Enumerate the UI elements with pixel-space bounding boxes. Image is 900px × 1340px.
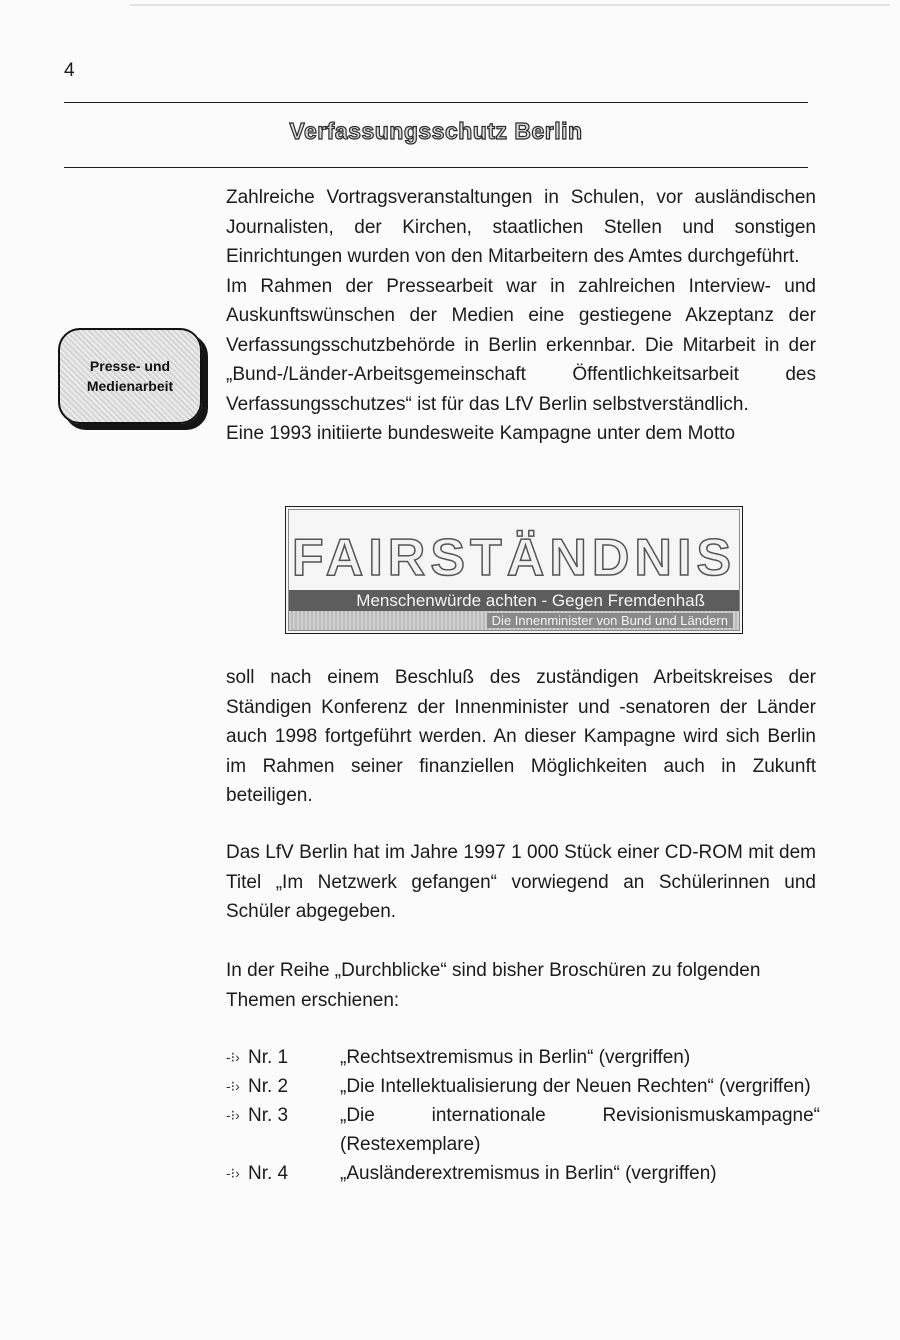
paragraph-lectures: Zahlreiche Vortragsveranstaltungen in Schulen, vor ausländischen Journalisten, der Kirchen, staatlichen Stellen und sonstigen Einrichtungen wurden von den Mitarbeitern des Amtes durchgeführt. — [226, 187, 816, 267]
arrow-bullet-icon: -⁝› — [226, 1107, 240, 1123]
list-item — [226, 1072, 820, 1101]
margin-label-box — [58, 328, 202, 424]
scan-edge-line — [130, 4, 890, 6]
header-rule-top — [64, 102, 808, 103]
paragraph-press-work: Im Rahmen der Pressearbeit war in zahlreichen Interview- und Auskunftswünschen der Medien eine gestiegene Akzeptanz der Verfassungsschutzbehörde in Berlin erkennbar. Die Mitarbeit in der „Bund-/Länder-Arbeitsgemeinschaft Öffentlichkeitsarbeit des Verfassungsschutzes“ ist für das LfV Berlin selbstverständlich. — [226, 275, 816, 415]
page-header-title: Verfassungsschutz Berlin — [289, 118, 583, 144]
list-item-number: Nr. 1 — [248, 1047, 289, 1068]
list-item — [226, 1159, 820, 1188]
arrow-bullet-icon: -⁝› — [226, 1165, 240, 1181]
margin-label-line-1: Presse- und — [89, 358, 171, 374]
page-number: 4 — [64, 60, 75, 81]
arrow-bullet-icon: -⁝› — [226, 1078, 240, 1094]
campaign-banner-wordmark: FAIRSTÄNDNIS — [291, 529, 737, 587]
campaign-banner-byline: Die Innenminister von Bund und Ländern — [487, 613, 733, 628]
paragraph-cd-rom: Das LfV Berlin hat im Jahre 1997 1 000 Stück einer CD-ROM mit dem Titel „Im Netzwerk gefangen“ vorwiegend an Schülerinnen und Schüler abgegeben. — [226, 842, 816, 922]
list-item-number: Nr. 3 — [248, 1105, 289, 1126]
paragraph-campaign-intro: Eine 1993 initiierte bundesweite Kampagne unter dem Motto — [226, 423, 736, 444]
campaign-banner-frame — [288, 509, 740, 631]
campaign-banner — [285, 506, 743, 634]
list-item-number: Nr. 4 — [248, 1163, 289, 1184]
header-rule-bottom — [64, 167, 808, 168]
campaign-banner-slogan: Menschenwürde achten - Gegen Fremdenhaß — [289, 590, 739, 611]
intro-text-block — [226, 183, 816, 449]
list-item-text: „Die Intellektualisierung der Neuen Rechten“ (vergriffen) — [340, 1076, 811, 1097]
arrow-bullet-icon: -⁝› — [226, 1049, 240, 1065]
margin-label-line-2: Medienarbeit — [86, 378, 174, 394]
list-item-text: „Rechtsextremismus in Berlin“ (vergriffen) — [340, 1047, 691, 1068]
list-item-text: „Ausländerextremismus in Berlin“ (vergriffen) — [340, 1163, 717, 1184]
paragraph-brochure-series: In der Reihe „Durchblicke“ sind bisher Broschüren zu folgenden Themen erschienen: — [226, 960, 761, 1011]
brochure-list — [226, 1043, 820, 1188]
campaign-banner-byline-band — [289, 611, 739, 630]
paragraph-campaign-decision: soll nach einem Beschluß des zuständigen Arbeitskreises der Ständigen Konferenz der Innenminister und -senatoren der Länder auch 1998 fortgeführt werden. An dieser Kampagne wird sich Berlin im Rahmen seiner finanziellen Möglichkeiten auch in Zukunft beteiligen. — [226, 667, 816, 806]
list-item — [226, 1101, 820, 1159]
list-item-text: „Die internationale Revisionismuskampagne“ (Restexemplare) — [340, 1105, 820, 1155]
list-item-number: Nr. 2 — [248, 1076, 289, 1097]
list-item — [226, 1043, 820, 1072]
